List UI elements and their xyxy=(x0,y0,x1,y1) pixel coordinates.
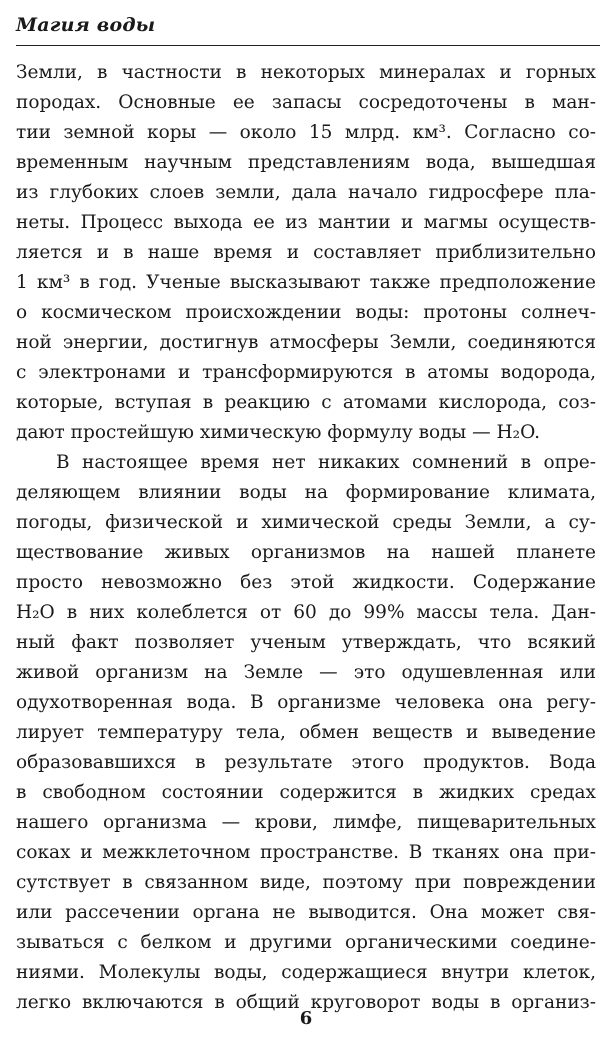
text-line: о космическом происхождении воды: протоны солнеч- xyxy=(16,302,596,323)
text-line: В настоящее время нет никаких сомнений в опре- xyxy=(56,452,596,473)
body-text xyxy=(16,58,596,1018)
text-line: одухотворенная вода. В организме человека она регу- xyxy=(16,692,596,713)
text-line: деляющем влиянии воды на формирование климата, xyxy=(16,482,596,503)
text-line: лирует температуру тела, обмен веществ и выведение xyxy=(16,722,596,743)
text-line: H₂O в них колеблется от 60 до 99% массы тела. Дан- xyxy=(16,602,596,623)
text-line: сутствует в связанном виде, поэтому при повреждении xyxy=(16,872,596,893)
text-line: легко включаются в общий круговорот воды в организ- xyxy=(16,992,596,1013)
text-line: из глубоких слоев земли, дала начало гидросфере пла- xyxy=(16,182,596,203)
text-line: ной энергии, достигнув атмосферы Земли, соединяются xyxy=(16,332,596,353)
text-line: соках и межклеточном пространстве. В тканях она при- xyxy=(16,842,596,863)
text-line: просто невозможно без этой жидкости. Содержание xyxy=(16,572,596,593)
text-line: образовавшихся в результате этого продуктов. Вода xyxy=(16,752,596,773)
text-line: тии земной коры — около 15 млрд. км³. Согласно со- xyxy=(16,122,596,143)
text-line: зываться с белком и другими органическими соедине- xyxy=(16,932,596,953)
text-line: ниями. Молекулы воды, содержащиеся внутри клеток, xyxy=(16,962,596,983)
text-line: или рассечении органа не выводится. Она может свя- xyxy=(16,902,596,923)
page-number: 6 xyxy=(299,1008,313,1029)
text-line: нашего организма — крови, лимфе, пищеварительных xyxy=(16,812,596,833)
text-line: ный факт позволяет ученым утверждать, что всякий xyxy=(16,632,596,653)
header-rule xyxy=(16,45,600,46)
text-line: неты. Процесс выхода ее из мантии и магмы осуществ- xyxy=(16,212,596,233)
text-line: Земли, в частности в некоторых минералах и горных xyxy=(16,62,596,83)
text-line: которые, вступая в реакцию с атомами кислорода, соз- xyxy=(16,392,596,413)
text-line: с электронами и трансформируются в атомы водорода, xyxy=(16,362,596,383)
text-line: в свободном состоянии содержится в жидких средах xyxy=(16,782,596,803)
text-line: ществование живых организмов на нашей планете xyxy=(16,542,596,563)
text-line: живой организм на Земле — это одушевленная или xyxy=(16,662,596,683)
text-line: ляется и в наше время и составляет приблизительно xyxy=(16,242,596,263)
text-line: временным научным представлениям вода, вышедшая xyxy=(16,152,596,173)
running-head: Магия воды xyxy=(16,14,156,36)
text-line: дают простейшую химическую формулу воды — H₂O. xyxy=(16,422,541,443)
text-line: 1 км³ в год. Ученые высказывают также предположение xyxy=(16,272,596,293)
text-line: погоды, физической и химической среды Земли, а су- xyxy=(16,512,596,533)
text-line: породах. Основные ее запасы сосредоточены в ман- xyxy=(16,92,596,113)
